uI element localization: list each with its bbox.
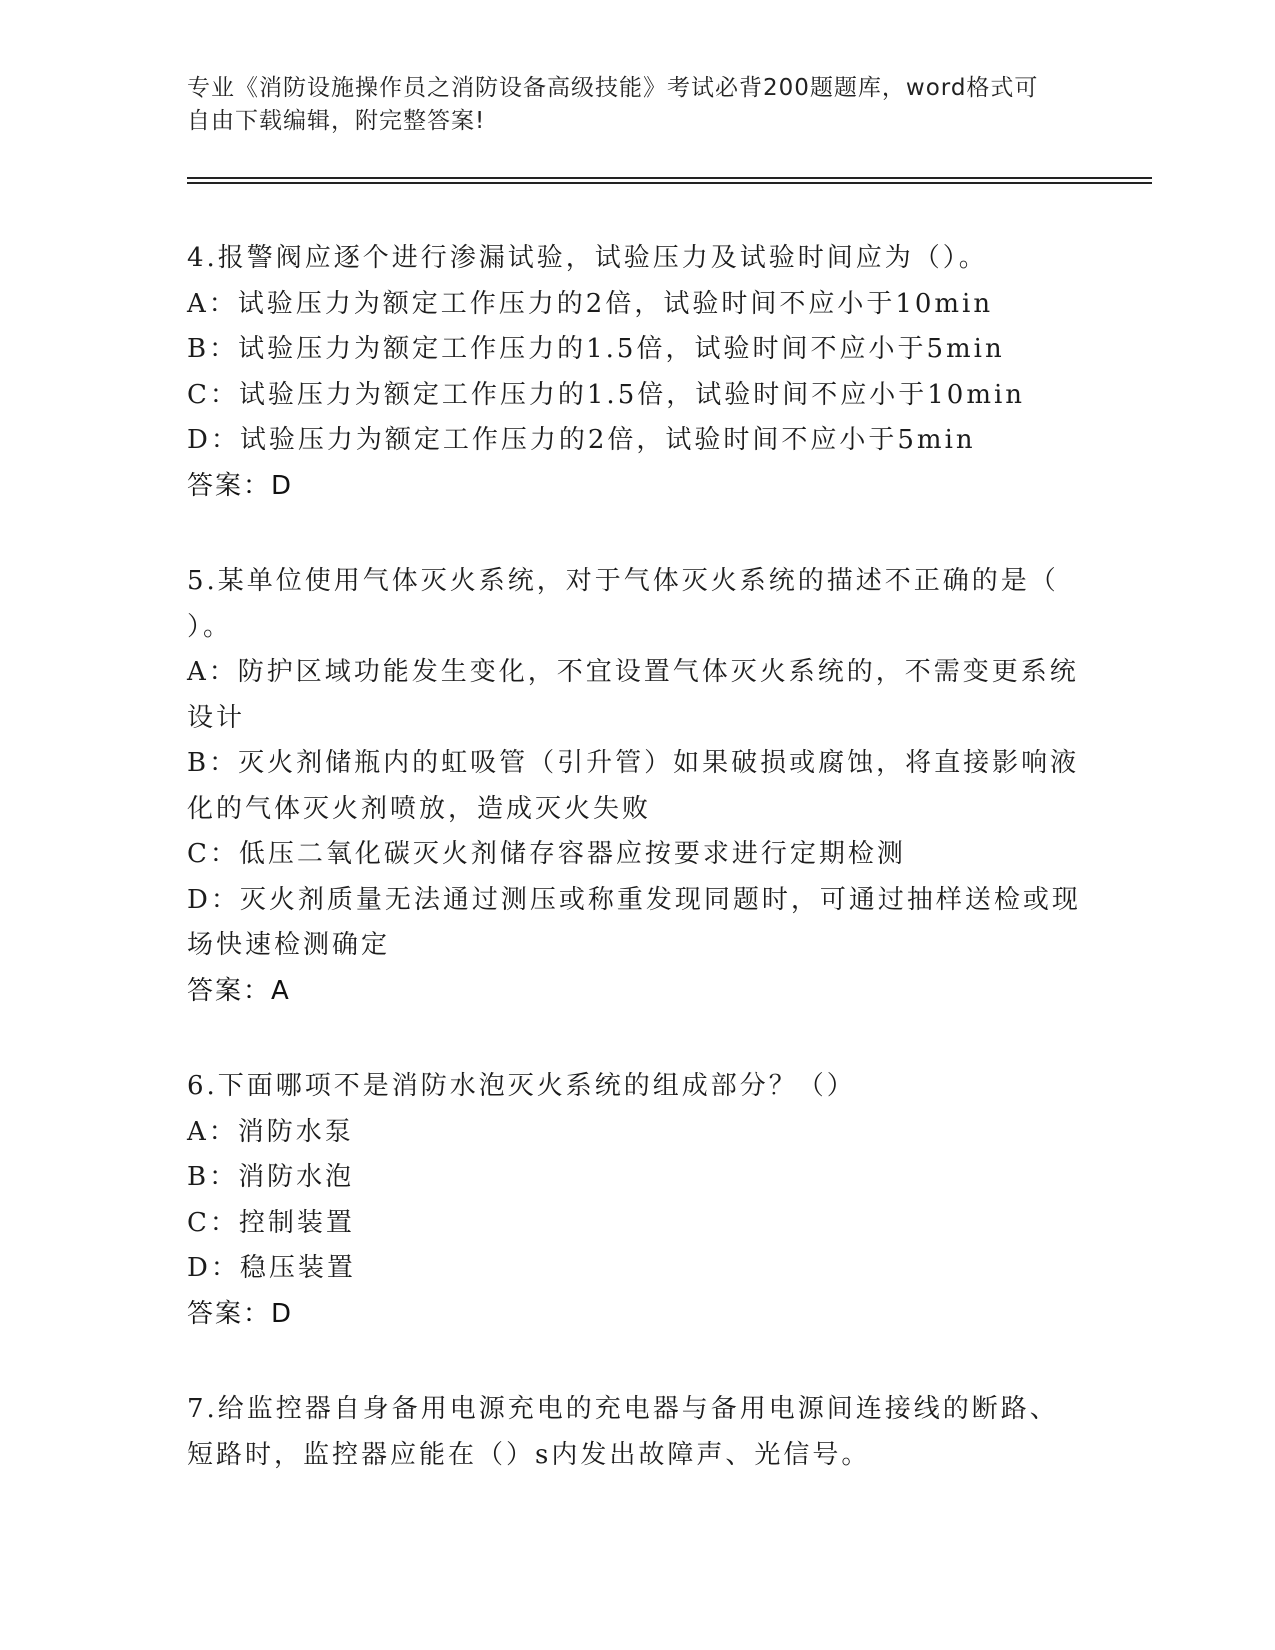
answer-option: D：灭火剂质量无法通过测压或称重发现同题时，可通过抽样送检或现 xyxy=(187,884,1081,915)
question-stem: 4.报警阀应逐个进行渗漏试验，试验压力及试验时间应为（）。 xyxy=(187,243,988,273)
answer-option: D：稳压装置 xyxy=(187,1253,356,1283)
header-line-2: 自由下载编辑，附完整答案! xyxy=(187,108,486,134)
header-line-1: 专业《消防设施操作员之消防设备高级技能》考试必背200题题库，word格式可 xyxy=(187,75,1039,101)
answer-option: C：试验压力为额定工作压力的1.5倍，试验时间不应小于10min xyxy=(187,379,1026,410)
answer-option: B：消防水泡 xyxy=(187,1162,355,1192)
question-stem: 5.某单位使用气体灭火系统，对于气体灭火系统的描述不正确的是（ xyxy=(187,566,1059,596)
question-block xyxy=(187,236,1087,509)
answer-option: 设计 xyxy=(187,702,246,733)
answer-key: 答案：D xyxy=(187,470,294,501)
answer-option: C：低压二氧化碳灭火剂储存容器应按要求进行定期检测 xyxy=(187,839,906,869)
question-block xyxy=(187,559,1087,1014)
answer-option: D：试验压力为额定工作压力的2倍，试验时间不应小于5min xyxy=(187,425,976,455)
header-divider-bottom xyxy=(187,182,1152,184)
question-stem: 7.给监控器自身备用电源充电的充电器与备用电源间连接线的断路、 xyxy=(187,1394,1059,1424)
answer-option: 化的气体灭火剂喷放，造成灭火失败 xyxy=(187,793,652,824)
question-list xyxy=(187,236,1087,1528)
question-stem: ）。 xyxy=(187,611,233,642)
question-block xyxy=(187,1064,1087,1337)
header-divider-top xyxy=(187,177,1152,179)
document-header xyxy=(187,72,1067,138)
answer-option: B：灭火剂储瓶内的虹吸管（引升管）如果破损或腐蚀，将直接影响液 xyxy=(187,748,1080,778)
answer-option: C：控制装置 xyxy=(187,1207,355,1238)
answer-option: A：消防水泵 xyxy=(187,1116,354,1147)
answer-option: A：试验压力为额定工作压力的2倍，试验时间不应小于10min xyxy=(187,288,994,319)
answer-key: 答案：D xyxy=(187,1298,294,1329)
answer-option: A：防护区域功能发生变化，不宜设置气体灭火系统的，不需变更系统 xyxy=(187,657,1079,687)
answer-option: 场快速检测确定 xyxy=(187,930,391,960)
answer-option: B：试验压力为额定工作压力的1.5倍，试验时间不应小于5min xyxy=(187,334,1005,364)
question-stem: 6.下面哪项不是消防水泡灭火系统的组成部分？（） xyxy=(187,1071,856,1101)
answer-key: 答案：A xyxy=(187,975,291,1006)
question-block xyxy=(187,1387,1087,1478)
question-stem: 短路时，监控器应能在（）s内发出故障声、光信号。 xyxy=(187,1439,871,1470)
